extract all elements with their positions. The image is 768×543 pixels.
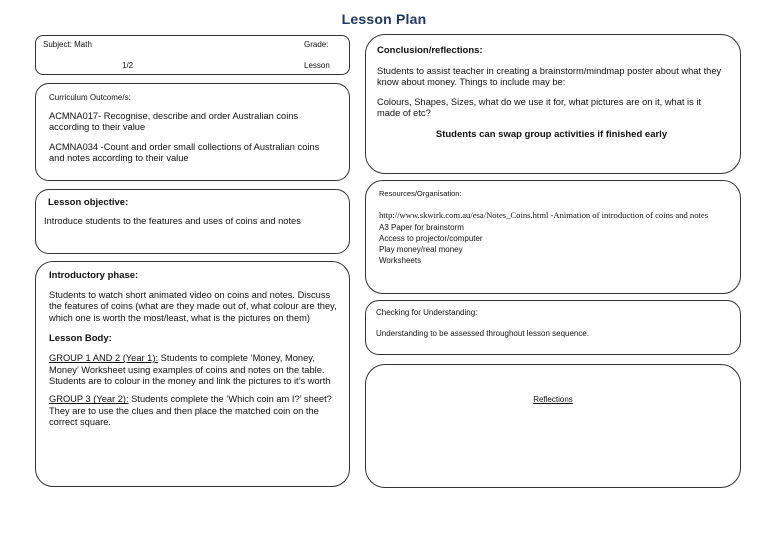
introductory-text: Students to watch short animated video on coins and notes. Discuss the features of coins (what are they made out of, what colour are they, which one is worth the most/least, what is the pictures on them)	[49, 290, 337, 323]
curriculum-outcome: ACMNA034 -Count and order small collections of Australian coins and notes according to their value	[49, 141, 320, 164]
resources-heading: Resources/Organisation:	[379, 189, 462, 198]
conclusion-emphasis: Students can swap group activities if finished early	[435, 128, 668, 140]
introductory-heading: Introductory phase:	[49, 270, 139, 281]
page-title: Lesson Plan	[341, 11, 427, 27]
objective-heading: Lesson objective:	[48, 197, 129, 208]
group-1-2-text: Students to complete ‘Money, Money, Money’ Worksheet using examples of coins and notes on the table. Students are to colour in the money and link the pictures to it’s worth	[49, 353, 331, 387]
lesson-body-heading: Lesson Body:	[49, 333, 112, 345]
objective-text: Introduce students to the features and uses of coins and notes	[44, 216, 301, 226]
group-3-activity	[49, 394, 337, 428]
curriculum-heading: Curriculum Outcome/s:	[49, 93, 131, 102]
checking-box	[365, 300, 741, 355]
resource-item: A3 Paper for brainstorm	[379, 222, 464, 232]
grade-label: Grade:	[304, 40, 329, 49]
curriculum-outcome: ACMNA017- Recognise, describe and order Australian coins according to their value	[49, 111, 299, 133]
group-3-label: GROUP 3 (Year 2):	[49, 394, 129, 405]
resources-box	[365, 180, 741, 294]
conclusion-heading: Conclusion/reflections:	[377, 45, 483, 56]
conclusion-text: Students to assist teacher in creating a brainstorm/mindmap poster about what they know about money. Things to include may be:	[377, 66, 722, 88]
reflections-box	[365, 364, 741, 488]
group-1-2-activity	[49, 353, 337, 387]
lesson-label: Lesson	[304, 61, 330, 70]
group-3-text: Students complete the ‘Which coin am I?’ sheet? They are to use the clues and then place the matched coin on the correct square.	[49, 394, 332, 428]
curriculum-box	[35, 83, 350, 181]
resource-item: Play money/real money	[379, 244, 463, 254]
subject-label: Subject: Math	[43, 40, 92, 49]
objective-box	[35, 189, 350, 254]
conclusion-box	[365, 34, 741, 174]
grade-value: 1/2	[122, 61, 134, 70]
introductory-box	[35, 261, 350, 487]
resource-item: Worksheets	[379, 255, 422, 265]
group-1-2-label: GROUP 1 AND 2 (Year 1):	[49, 353, 159, 364]
header-box	[35, 35, 350, 75]
reflections-label: Reflections	[533, 395, 573, 404]
resources-link: http://www.skwirk.com.au/esa/Notes_Coins.html -Animation of introduction of coins and notes	[379, 210, 709, 220]
resource-item: Access to projector/computer	[379, 233, 483, 243]
checking-heading: Checking for Understanding:	[376, 308, 478, 317]
checking-text: Understanding to be assessed throughout lesson sequence.	[376, 329, 590, 338]
conclusion-text: Colours, Shapes, Sizes, what do we use it for, what pictures are on it, what is it made of etc?	[377, 96, 701, 119]
